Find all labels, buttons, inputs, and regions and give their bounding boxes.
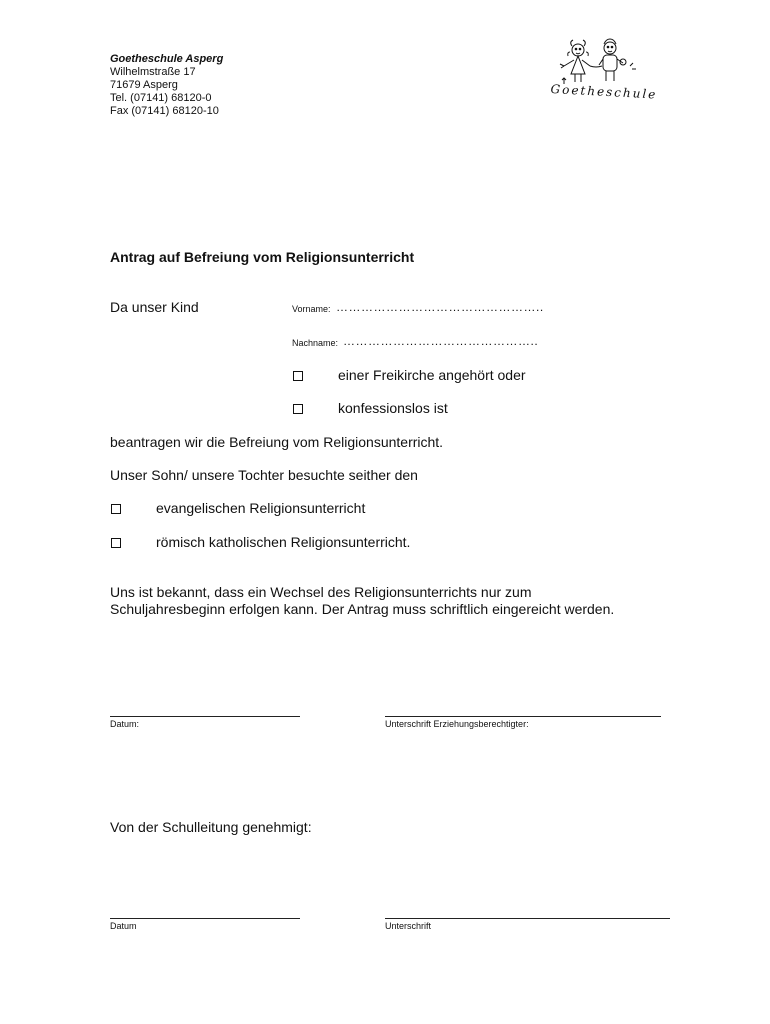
date-signature-line-1[interactable] [110,716,300,717]
free-church-label: einer Freikirche angehört oder [338,367,526,383]
protestant-label: evangelischen Religionsunterricht [156,500,366,516]
request-text: beantragen wir die Befreiung vom Religionsunterricht. [110,434,444,450]
school-phone: Tel. (07141) 68120-0 [110,92,212,104]
principal-signature-label: Unterschrift [385,921,432,931]
no-denomination-checkbox[interactable] [293,404,303,414]
principal-signature-line[interactable] [385,918,670,919]
first-name-label: Vorname: [292,304,331,314]
notice-line-1: Uns ist bekannt, dass ein Wechsel des Religionsunterrichts nur zum [110,584,532,600]
school-name: Goetheschule Asperg [110,53,224,65]
first-name-field[interactable]: ………………………………………….. [336,300,544,314]
date-label-2: Datum [110,921,137,931]
date-signature-line-2[interactable] [110,918,300,919]
school-fax: Fax (07141) 68120-10 [110,105,219,117]
protestant-checkbox[interactable] [111,504,121,514]
catholic-checkbox[interactable] [111,538,121,548]
approval-text: Von der Schulleitung genehmigt: [110,819,312,835]
last-name-label: Nachname: [292,338,339,348]
school-city: 71679 Asperg [110,79,178,91]
date-label-1: Datum: [110,719,140,729]
intro-text: Da unser Kind [110,299,199,315]
notice-line-2: Schuljahresbeginn erfolgen kann. Der Antrag muss schriftlich eingereicht werden. [110,601,615,617]
free-church-checkbox[interactable] [293,371,303,381]
attended-text: Unser Sohn/ unsere Tochter besuchte seither den [110,467,418,483]
page-title: Antrag auf Befreiung vom Religionsunterricht [110,249,415,265]
last-name-field[interactable]: ……………………………………….. [343,334,539,348]
parent-signature-label: Unterschrift Erziehungsberechtigter: [385,719,529,729]
school-street: Wilhelmstraße 17 [110,66,196,78]
logo-lettering: Goetheschule [550,82,658,102]
catholic-label: römisch katholischen Religionsunterricht. [156,534,411,550]
parent-signature-line[interactable] [385,716,661,717]
no-denomination-label: konfessionslos ist [338,400,448,416]
